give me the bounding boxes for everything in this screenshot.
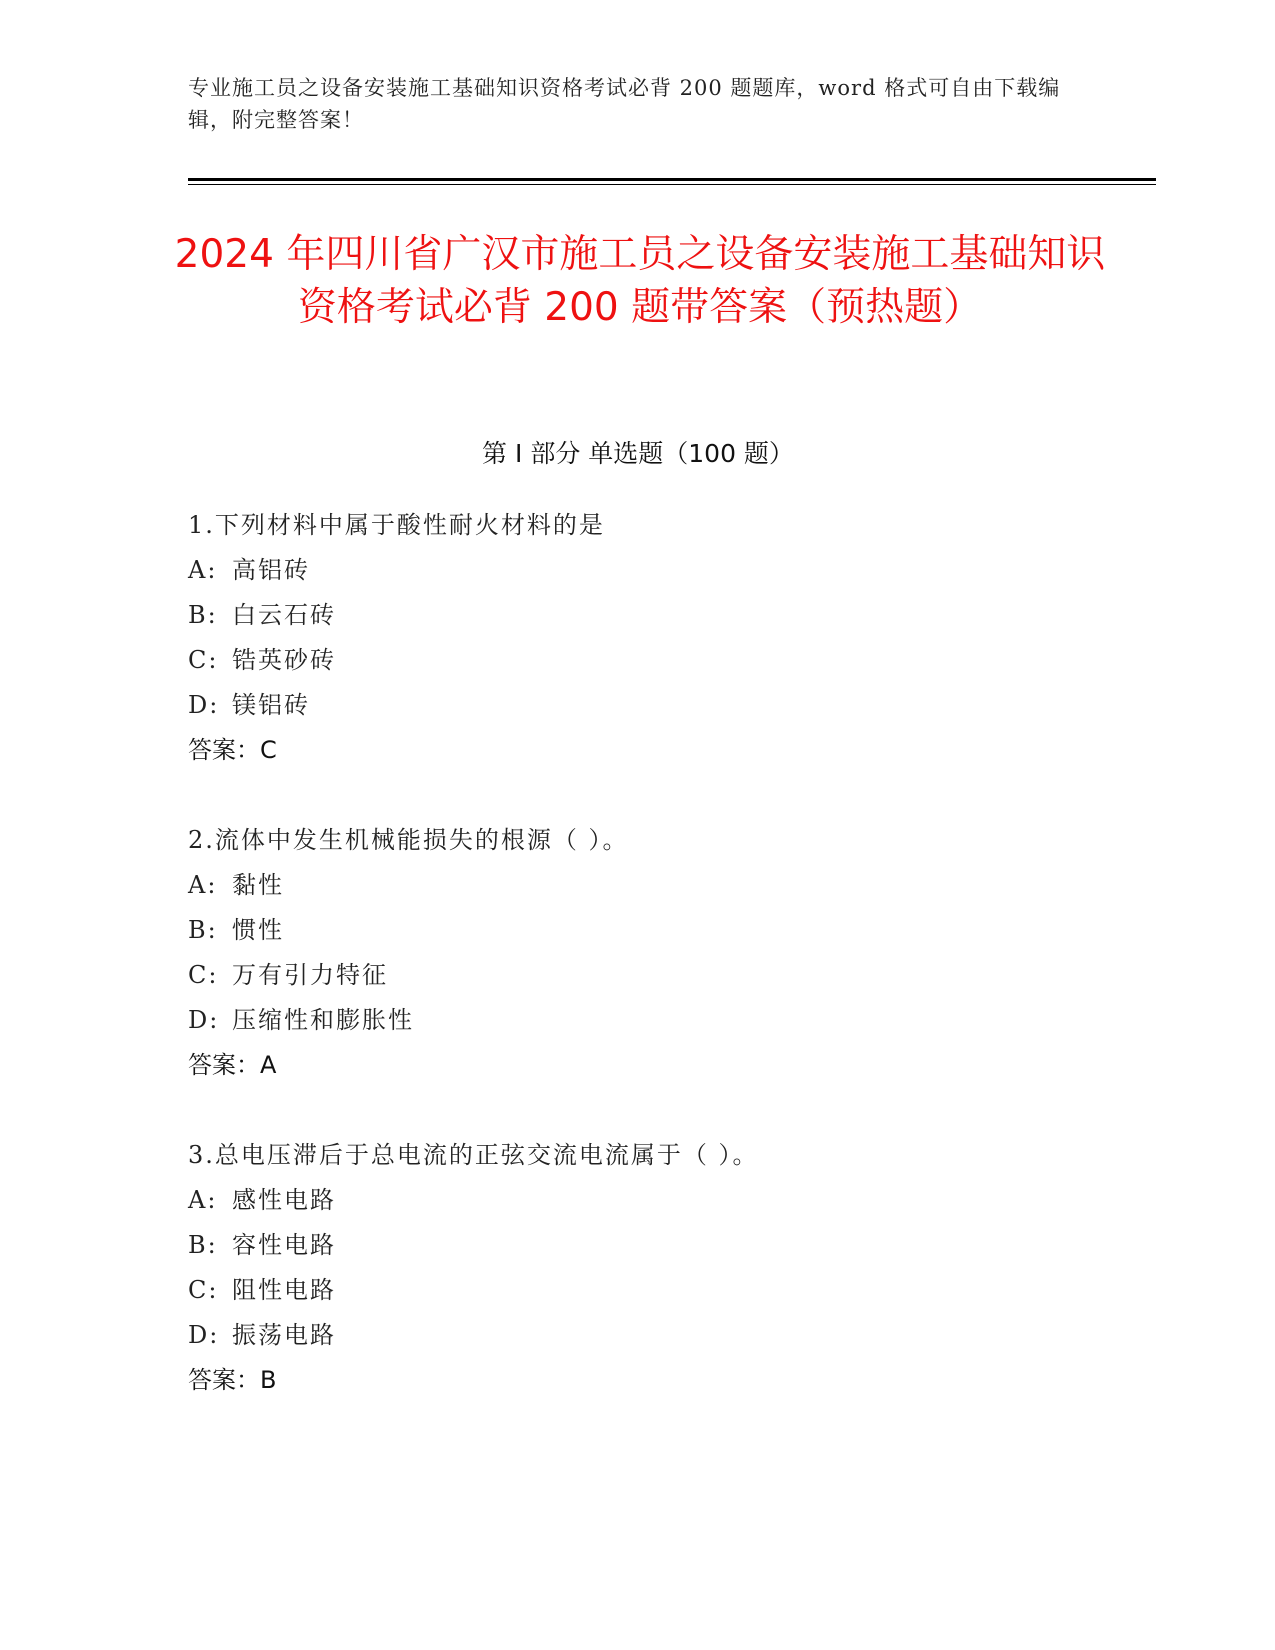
- option-b: [188, 593, 1088, 638]
- option-a: [188, 863, 1088, 908]
- question-stem: 2.流体中发生机械能损失的根源（ ）。: [188, 826, 629, 854]
- question-stem: 3.总电压滞后于总电流的正弦交流电流属于（ ）。: [188, 1141, 759, 1169]
- option-letter: C:: [188, 961, 219, 989]
- option-letter: B:: [188, 1231, 218, 1259]
- option-d: [188, 683, 1088, 728]
- option-c: [188, 953, 1088, 998]
- option-text: 万有引力特征: [232, 961, 388, 989]
- option-text: 压缩性和膨胀性: [232, 1006, 414, 1034]
- option-c: [188, 638, 1088, 683]
- document-title: 2024 年四川省广汉市施工员之设备安装施工基础知识资格考试必背 200 题带答案（预热题）: [174, 232, 1106, 330]
- question-3: [188, 1133, 1088, 1403]
- question-2: [188, 818, 1088, 1088]
- option-c: [188, 1268, 1088, 1313]
- answer-line: 答案：A: [188, 1051, 277, 1079]
- option-letter: C:: [188, 646, 219, 674]
- option-text: 阻性电路: [232, 1276, 336, 1304]
- option-letter: A:: [188, 1186, 218, 1214]
- option-letter: D:: [188, 1006, 220, 1034]
- option-letter: A:: [188, 556, 218, 584]
- section-title: 第 I 部分 单选题（100 题）: [482, 439, 794, 468]
- question-1: [188, 503, 1088, 773]
- option-text: 感性电路: [232, 1186, 336, 1214]
- option-letter: D:: [188, 1321, 220, 1349]
- answer-line: 答案：B: [188, 1366, 277, 1394]
- answer-line: 答案：C: [188, 736, 277, 764]
- question-stem: 1.下列材料中属于酸性耐火材料的是: [188, 511, 605, 539]
- option-letter: A:: [188, 871, 218, 899]
- option-text: 黏性: [232, 871, 284, 899]
- option-text: 振荡电路: [232, 1321, 336, 1349]
- option-letter: C:: [188, 1276, 219, 1304]
- option-text: 镁铝砖: [232, 691, 310, 719]
- option-text: 高铝砖: [232, 556, 310, 584]
- option-b: [188, 908, 1088, 953]
- option-text: 容性电路: [232, 1231, 336, 1259]
- option-a: [188, 548, 1088, 593]
- option-d: [188, 1313, 1088, 1358]
- option-text: 惯性: [232, 916, 284, 944]
- option-text: 锆英砂砖: [232, 646, 336, 674]
- option-b: [188, 1223, 1088, 1268]
- option-letter: B:: [188, 601, 218, 629]
- option-letter: B:: [188, 916, 218, 944]
- header-note: 专业施工员之设备安装施工基础知识资格考试必背 200 题题库，word 格式可自由下载编辑，附完整答案！: [188, 76, 1061, 132]
- option-text: 白云石砖: [232, 601, 336, 629]
- header-rule-thick: [188, 178, 1156, 181]
- option-a: [188, 1178, 1088, 1223]
- option-d: [188, 998, 1088, 1043]
- option-letter: D:: [188, 691, 220, 719]
- header-rule-thin: [188, 184, 1156, 185]
